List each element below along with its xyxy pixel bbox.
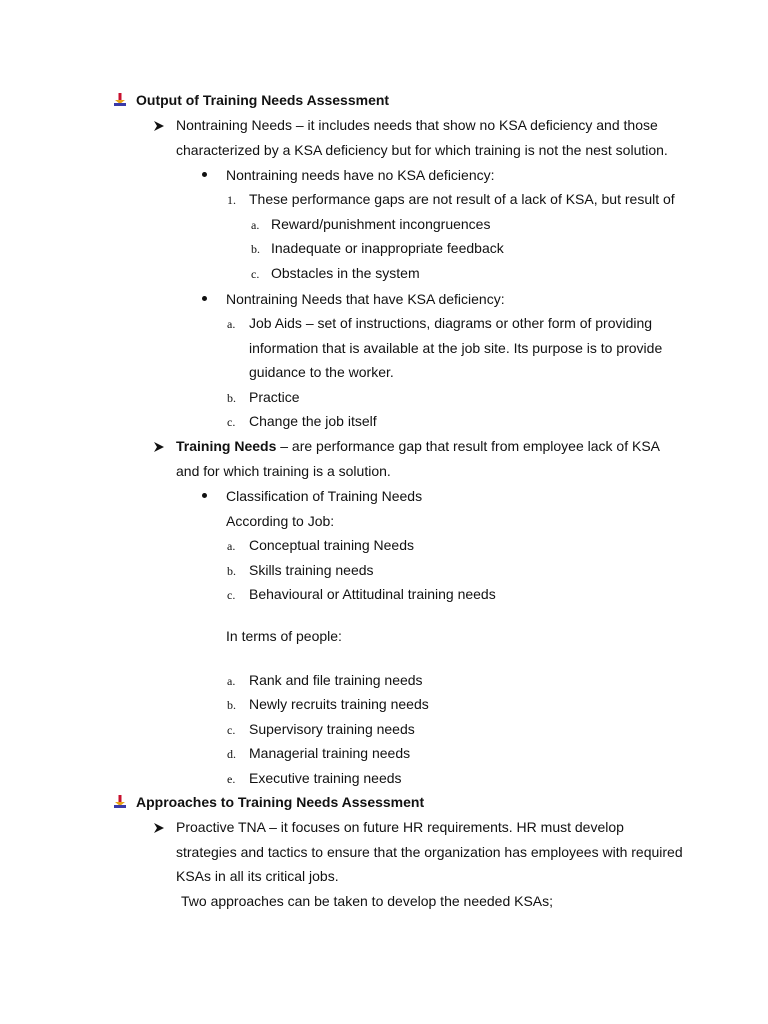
arrow-bullet-icon xyxy=(153,441,165,453)
item-line xyxy=(176,116,658,134)
list-item: Supervisory training needs xyxy=(249,721,415,737)
list-item: Skills training needs xyxy=(249,562,374,578)
list-item: Newly recruits training needs xyxy=(249,696,429,712)
list-marker: e. xyxy=(227,772,236,786)
list-marker: a. xyxy=(227,674,236,688)
section-heading: Approaches to Training Needs Assessment xyxy=(136,794,425,810)
list-item-cont: guidance to the worker. xyxy=(249,364,394,380)
group-label: According to Job: xyxy=(226,513,335,529)
item-line-cont: KSAs in all its critical jobs. xyxy=(176,868,339,884)
item-line-cont: Two approaches can be taken to develop the needed KSAs; xyxy=(181,893,554,909)
sub-bullet-label: Nontraining Needs that have KSA deficiency: xyxy=(226,291,505,307)
section-bullet-icon xyxy=(113,93,127,107)
sub-bullet-label: Classification of Training Needs xyxy=(226,488,423,504)
list-item: Inadequate or inappropriate feedback xyxy=(271,240,504,256)
item-line xyxy=(176,437,660,455)
section-bullet-icon xyxy=(113,795,127,809)
list-marker: a. xyxy=(227,539,236,553)
list-item: Job Aids – set of instructions, diagrams or other form of providing xyxy=(249,315,653,331)
item-lead: Training Needs xyxy=(176,438,277,454)
section-heading: Output of Training Needs Assessment xyxy=(136,92,390,108)
bullet-dot xyxy=(202,172,207,177)
list-item: Executive training needs xyxy=(249,770,402,786)
list-marker: d. xyxy=(227,747,236,761)
sub-bullet-label: Nontraining needs have no KSA deficiency: xyxy=(226,167,495,183)
list-marker: c. xyxy=(227,588,236,602)
item-line: Proactive TNA – it focuses on future HR requirements. HR must develop xyxy=(176,819,624,835)
list-marker: b. xyxy=(227,698,236,712)
item-line-cont: and for which training is a solution. xyxy=(176,463,391,479)
list-item-cont: information that is available at the job site. Its purpose is to provide xyxy=(249,340,663,356)
list-item: Rank and file training needs xyxy=(249,672,423,688)
list-item: Obstacles in the system xyxy=(271,265,420,281)
item-text: – it includes needs that show no KSA deficiency and those xyxy=(291,117,658,133)
list-item: Change the job itself xyxy=(249,413,377,429)
numbered-marker: 1. xyxy=(227,193,236,207)
list-marker: b. xyxy=(227,564,236,578)
list-marker: a. xyxy=(227,317,236,331)
list-marker: b. xyxy=(227,391,236,405)
numbered-text: These performance gaps are not result of a lack of KSA, but result of xyxy=(249,191,675,207)
list-marker: b. xyxy=(251,242,260,256)
item-lead: Nontraining Needs xyxy=(176,117,292,133)
list-item: Conceptual training Needs xyxy=(249,537,414,553)
arrow-bullet-icon xyxy=(153,822,165,834)
list-item: Reward/punishment incongruences xyxy=(271,216,491,232)
list-marker: c. xyxy=(251,267,260,281)
arrow-bullet-icon xyxy=(153,120,165,132)
item-text: – are performance gap that result from employee lack of KSA xyxy=(276,438,660,454)
list-item: Practice xyxy=(249,389,300,405)
bullet-dot xyxy=(202,493,207,498)
bullet-dot xyxy=(202,296,207,301)
group-label: In terms of people: xyxy=(226,628,342,644)
list-item: Behavioural or Attitudinal training needs xyxy=(249,586,496,602)
list-item: Managerial training needs xyxy=(249,745,411,761)
list-marker: c. xyxy=(227,723,236,737)
item-line-cont: characterized by a KSA deficiency but for which training is not the nest solution. xyxy=(176,142,668,158)
item-line-cont: strategies and tactics to ensure that the organization has employees with required xyxy=(176,844,683,860)
list-marker: c. xyxy=(227,415,236,429)
list-marker: a. xyxy=(251,218,260,232)
